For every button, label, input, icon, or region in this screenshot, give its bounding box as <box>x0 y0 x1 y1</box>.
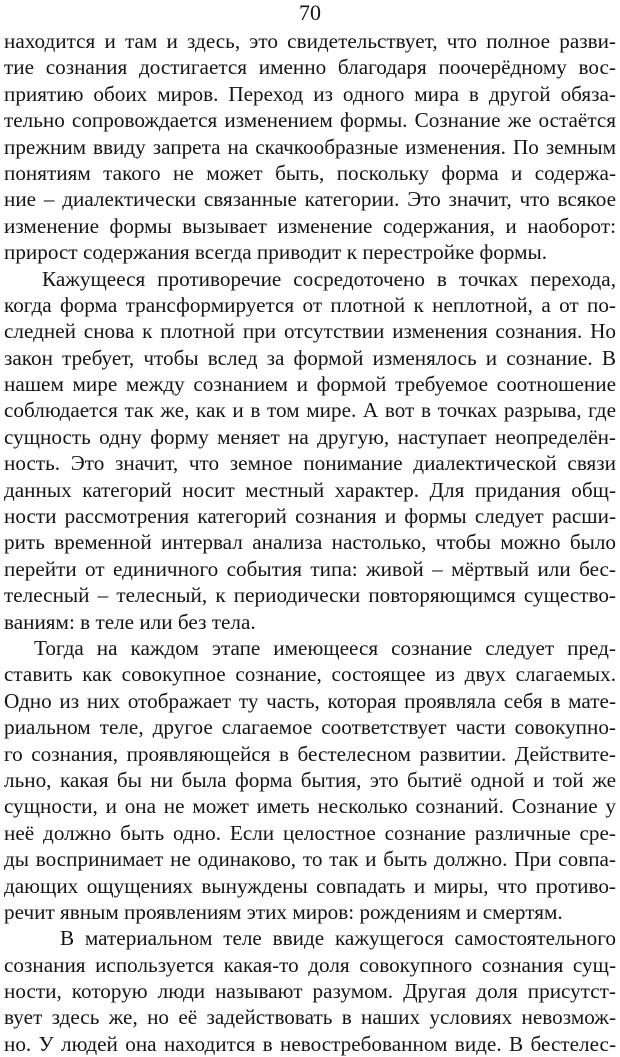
paragraph <box>4 266 616 635</box>
text-line: прирост содержания всегда приводит к перестройке формы. <box>4 240 548 265</box>
text-line: сущности, и она не может иметь несколько сознаний. Сознание у <box>4 794 616 819</box>
text-line: ности, которую люди называют разумом. Другая доля присутст- <box>4 979 616 1004</box>
text-line: сознания используется какая-то доля совокупного сознания сущ- <box>4 952 616 977</box>
text-line: телесный – телесный, к периодически повторяющимся существо- <box>4 583 616 608</box>
text-line: ность. Это значит, что земное понимание диалектической связи <box>4 451 616 476</box>
text-line: дающих ощущениях вынуждены совпадать и миры, что противо- <box>4 873 616 898</box>
text-line: ваниям: в теле или без тела. <box>4 609 256 634</box>
text-line: го сознания, проявляющейся в бестелесном развитии. Действите- <box>4 741 616 766</box>
text-line: следней снова к плотной при отсутствии изменения сознания. Но <box>4 319 616 344</box>
text-line: вует здесь же, но её задействовать в наших условиях невозмож- <box>4 1005 616 1030</box>
text-line: льно, какая бы ни была форма бытия, это бытиё одной и той же <box>4 767 616 792</box>
text-line: изменение формы вызывает изменение содержания, и наоборот: <box>4 213 616 238</box>
text-line: когда форма трансформируется от плотной к неплотной, а от по- <box>4 292 616 317</box>
text-line: закон требует, чтобы вслед за формой изменялось и сознание. В <box>4 345 616 370</box>
text-line: перейти от единичного события типа: живой – мёртвый или бес- <box>4 556 616 581</box>
text-line: неё должно быть одно. Если целостное сознание различные сре- <box>4 820 616 845</box>
text-line: но. У людей она находится в невостребованном виде. В бестелес- <box>4 1031 616 1056</box>
text-line: сущность одну форму меняет на другую, наступает неопределён- <box>4 424 616 449</box>
text-line: приятию обоих миров. Переход из одного мира в другой обяза- <box>4 81 616 106</box>
text-line: прежним ввиду запрета на скачкообразные изменения. По земным <box>4 134 616 159</box>
text-line: нашем мире между сознанием и формой требуемое соотношение <box>4 372 616 397</box>
text-line: понятиям такого не может быть, поскольку форма и содержа- <box>4 160 616 185</box>
page-number: 70 <box>299 0 321 25</box>
text-line: ставить как совокупное сознание, состоящее из двух слагаемых. <box>4 662 616 687</box>
text-line: тельно сопровождается изменением формы. Сознание же остаётся <box>4 108 616 133</box>
text-line: данных категорий носит местный характер. Для придания общ- <box>4 477 616 502</box>
text-line: находится и там и здесь, это свидетельствует, что полное разви- <box>4 29 616 53</box>
text-line: соблюдается так же, как и в том мире. А вот в точках разрыва, где <box>4 398 616 423</box>
text-line: В материальном теле ввиде кажущегося самостоятельного <box>60 926 616 951</box>
text-line: речит явным проявлениям этих миров: рождениям и смертям. <box>4 899 563 924</box>
text-line: ние – диалектически связанные категории. Это значит, что всякое <box>4 187 616 212</box>
text-line: Кажущееся противоречие сосредоточено в точках перехода, <box>42 266 616 291</box>
paragraph <box>4 635 616 925</box>
text-line: ды воспринимает не одинаково, то так и быть должно. При совпа- <box>4 847 616 872</box>
text-line: риальном теле, другое слагаемое соответствует части совокупно- <box>4 715 616 740</box>
text-line: Тогда на каждом этапе имеющееся сознание следует пред- <box>34 635 616 660</box>
text-line: рить временной интервал анализа настолько, чтобы можно было <box>4 530 616 555</box>
paragraph <box>4 28 616 266</box>
text-line: тие сознания достигается именно благодаря поочерёдному вос- <box>4 55 616 80</box>
paragraph <box>4 925 616 1057</box>
text-body <box>4 28 616 1057</box>
text-line: ности рассмотрения категорий сознания и формы следует расши- <box>4 504 616 529</box>
text-line: Одно из них отображает ту часть, которая проявляла себя в мате- <box>4 688 616 713</box>
